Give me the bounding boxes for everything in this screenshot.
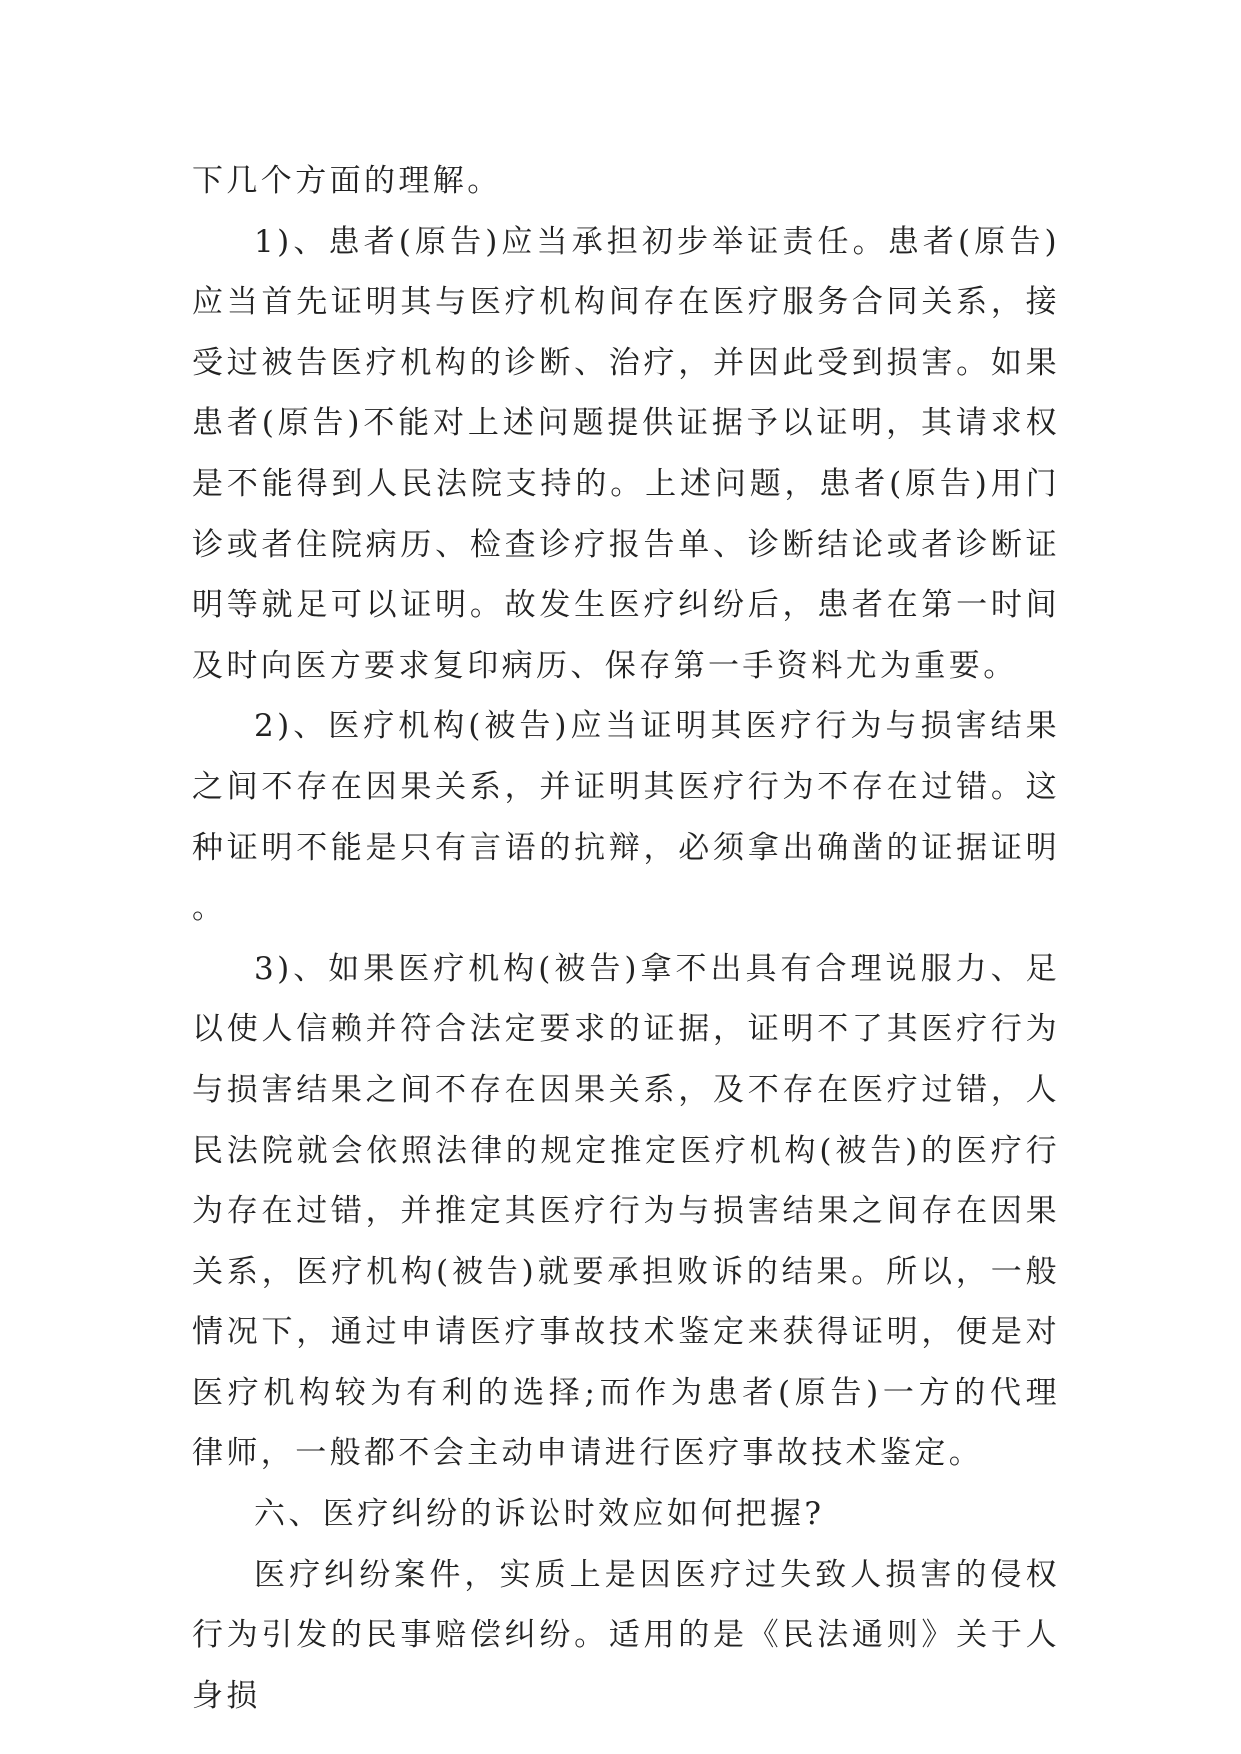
section-heading-statute-of-limitations: 六、医疗纠纷的诉讼时效应如何把握?: [254, 1496, 825, 1533]
paragraph-presumption: 3)、如果医疗机构(被告)拿不出具有合理说服力、足以使人信赖并符合法定要求的证据，证明不了其医疗行为与损害结果之间不存在因果关系，及不存在医疗过错，人民法院就会依照法律的规定推定医疗机构(被告)的医疗行为存在过错，并推定其医疗行为与损害结果之间存在因果关系，医疗机构(被告)就要承担败诉的结果。所以，一般情况下，通过申请医疗事故技术鉴定来获得证明，便是对医疗机构较为有利的选择;而作为患者(原告)一方的代理律师，一般都不会主动申请进行医疗事故技术鉴定。: [192, 950, 1060, 1472]
paragraph-patient-burden: 1)、患者(原告)应当承担初步举证责任。患者(原告)应当首先证明其与医疗机构间存在医疗服务合同关系，接受过被告医疗机构的诊断、治疗，并因此受到损害。如果患者(原告)不能对上述问题提供证据予以证明，其请求权是不能得到人民法院支持的。上述问题，患者(原告)用门诊或者住院病历、检查诊疗报告单、诊断结论或者诊断证明等就足可以证明。故发生医疗纠纷后，患者在第一时间及时向医方要求复印病历、保存第一手资料尤为重要。: [192, 223, 1060, 684]
paragraph-nature-of-dispute: 医疗纠纷案件，实质上是因医疗过失致人损害的侵权行为引发的民事赔偿纠纷。适用的是《民法通则》关于人身损: [192, 1556, 1060, 1714]
document-body: [192, 151, 1060, 1726]
paragraph-continuation: 下几个方面的理解。: [192, 163, 502, 199]
paragraph-institution-burden: 2)、医疗机构(被告)应当证明其医疗行为与损害结果之间不存在因果关系，并证明其医疗行为不存在过错。这种证明不能是只有言语的抗辩，必须拿出确凿的证据证明。: [192, 708, 1060, 927]
